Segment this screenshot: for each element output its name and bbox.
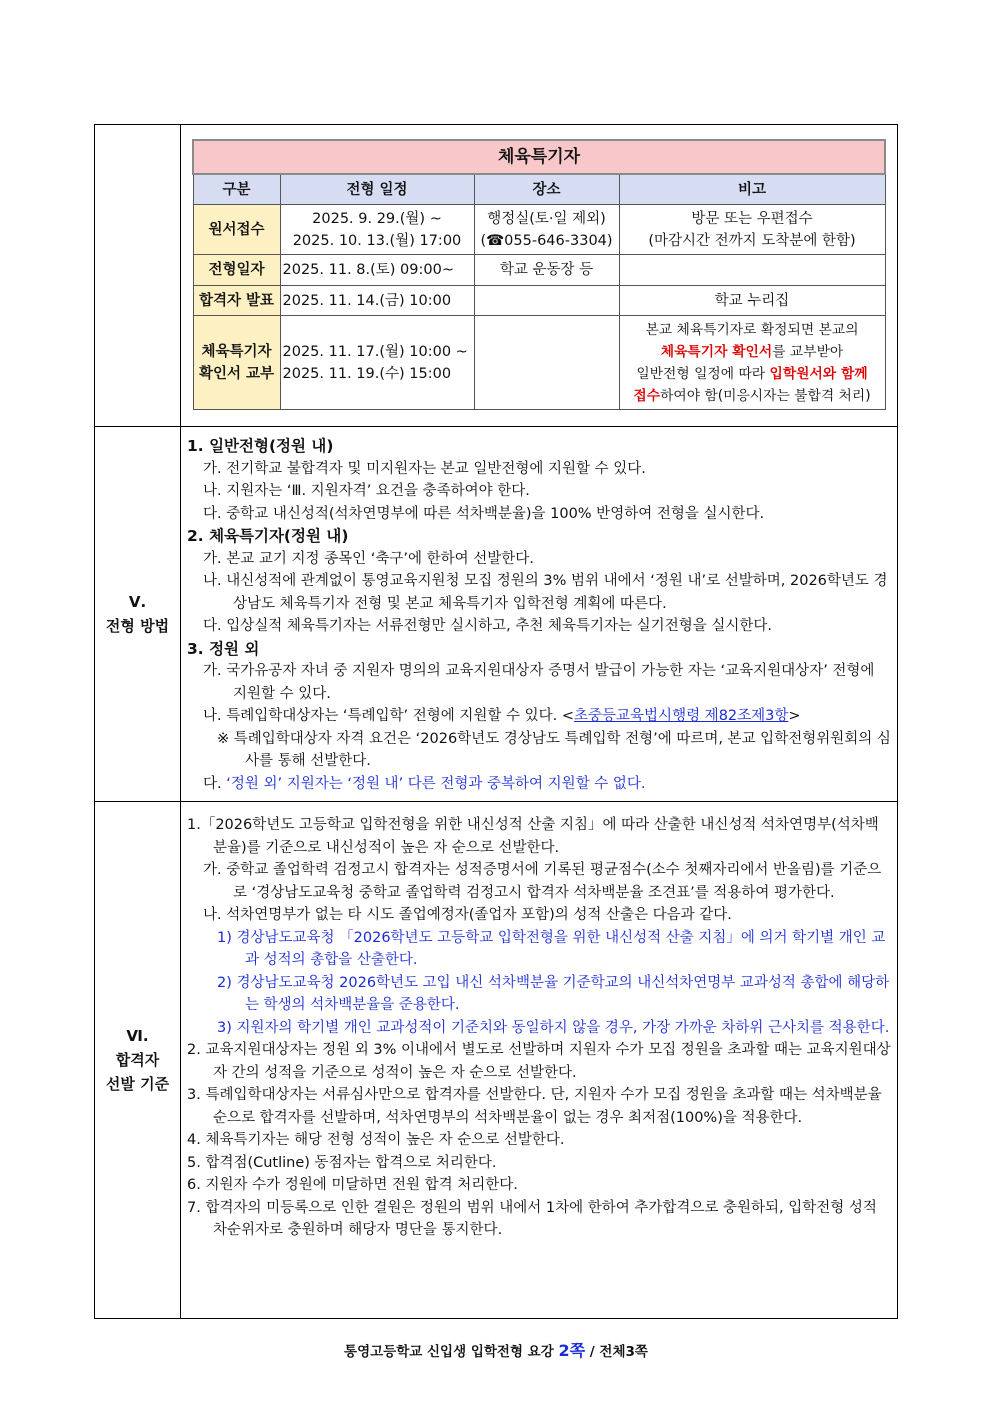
exam-date-schedule: 2025. 11. 8.(토) 09:00~: [280, 255, 474, 286]
criteria-item-6: 6. 지원자 수가 정원에 미달하면 전원 합격 처리한다.: [187, 1177, 518, 1193]
application-together-highlight: 입학원서와 함께: [769, 365, 868, 382]
exam-date-place: 학교 운동장 등: [474, 255, 619, 286]
row-label-announcement: 합격자 발표: [193, 286, 280, 316]
special-admission-note: ※ 특례입학대상자 자격 요건은 ‘2026학년도 경상남도 특례입학 전형’에 따르며, 본교 입학전형위원회의 심사를 통해 선발한다.: [217, 730, 891, 769]
criteria-item-4: 4. 체육특기자는 해당 전형 성적이 높은 자 순으로 선발한다.: [187, 1132, 565, 1148]
blank-label-cell: [95, 125, 181, 427]
sports-schedule-table: [192, 139, 886, 410]
certificate-schedule: 2025. 11. 17.(월) 10:00 ~ 2025. 11. 19.(수) 15:00: [280, 316, 474, 410]
page-number: 2쪽: [558, 1341, 586, 1360]
extra-quota-heading: 3. 정원 외: [187, 639, 260, 658]
section5-label: Ⅴ. 전형 방법: [95, 427, 181, 802]
application-schedule: 2025. 9. 29.(월) ~ 2025. 10. 13.(월) 17:00: [280, 205, 474, 255]
announcement-place: [474, 286, 619, 316]
section6-label: Ⅵ. 합격자 선발 기준: [95, 802, 181, 1319]
section6-content: 1.「2026학년도 고등학교 입학전형을 위한 내신성적 산출 지침」에 따라 산출한 내신성적 석차연명부(석차백분율)를 기준으로 내신성적이 높은 자 순으로 선발한다. 가. 중학교 졸업학력 검정고시 합격자는 성적증명서에 기록된 평균점수(소수 첫째자리에서 반올림)를 기준으로 ‘경상남도교육청 중학교 졸업학력 검정고시 합격자 석차백분율 조견표’를 적용하여 평가한다. 나. 석차연명부가 없는 타 시도 졸업예정자(졸업자 포함)의 성적 산출은 다음과 같다. 1) 경상남도교육청 「2026학년도 고등학교 입학전형을 위한 내신성적 산출 지침」에 의거 학기별 개인 교과 성적의 총합을 산출한다. 2) 경상남도교육청 2026학년도 고입 내신 석차백분율 기준학교의 내신석차연명부 교과성적 총합에 해당하는 학생의 석차백분율을 준용한다. 3) 지원자의 학기별 개인 교과성적이 기준치와 동일하지 않을 경우, 가장 가까운 차하위 근사치를 적용한다. 2. 교육지원대상자는 정원 외 3% 이내에서 별도로 선발하며 지원자 수가 모집 정원을 초과할 때는 교육지원대상자 간의 성적을 기준으로 성적이 높은 자 순으로 선발한다. 3. 특례입학대상자는 서류심사만으로 합격자를 선발한다. 단, 지원자 수가 모집 정원을 초과할 때는 석차백분율 순으로 합격자를 선발하며, 석차연명부의 석차백분율이 없는 경우 최저점(100%)을 적용한다. 4. 체육특기자는 해당 전형 성적이 높은 자 순으로 선발한다. 5. 합격점(Cutline) 동점자는 합격으로 처리한다. 6. 지원자 수가 정원에 미달하면 전원 합격 처리한다. 7. 합격자의 미등록으로 인한 결원은 정원의 범위 내에서 1차에 한하여 추가합격으로 충원하되, 입학전형 성적 차순위자로 충원하며 해당자 명단을 통지한다.: [181, 802, 898, 1319]
criteria-item-5: 5. 합격점(Cutline) 동점자는 합격으로 처리한다.: [187, 1154, 497, 1171]
criteria-item-1: 1.「2026학년도 고등학교 입학전형을 위한 내신성적 산출 지침」에 따라 산출한 내신성적 석차연명부(석차백분율)를 기준으로 내신성적이 높은 자 순으로 선발한다.: [187, 817, 879, 856]
certificate-highlight: 체육특기자 확인서: [660, 343, 773, 360]
decree-link[interactable]: 초중등교육법시행령 제82조제3항: [574, 708, 789, 724]
criteria-item-3: 3. 특례입학대상자는 서류심사만으로 합격자를 선발한다. 단, 지원자 수가 모집 정원을 초과할 때는 석차백분율 순으로 합격자를 선발하며, 석차연명부의 석차백분율이 없는 경우 최저점(100%)을 적용한다.: [187, 1087, 882, 1126]
header-category: 구분: [193, 174, 280, 205]
header-note: 비고: [619, 174, 885, 205]
general-admission-heading: 1. 일반전형(정원 내): [187, 437, 334, 455]
sports-table-title: 체육특기자: [193, 140, 885, 174]
page-footer: 통영고등학교 신입생 입학전형 요강 2쪽 / 전체3쪽: [344, 1341, 648, 1360]
application-place: 행정실(토·일 제외) (☎055-646-3304): [474, 205, 619, 255]
exam-date-note: [619, 255, 885, 286]
row-label-application: 원서접수: [193, 205, 280, 255]
criteria-item-7: 7. 합격자의 미등록으로 인한 결원은 정원의 범위 내에서 1차에 한하여 추가합격으로 충원하되, 입학전형 성적 차순위자로 충원하며 해당자 명단을 통지한다.: [187, 1199, 877, 1238]
admission-guide-table: [94, 124, 898, 1319]
row-label-certificate: 체육특기자 확인서 교부: [193, 316, 280, 410]
duplicate-application-warning: ‘정원 외’ 지원자는 ‘정원 내’ 다른 전형과 중복하여 지원할 수 없다.: [226, 775, 646, 792]
header-place: 장소: [474, 174, 619, 205]
header-schedule: 전형 일정: [280, 174, 474, 205]
certificate-place: [474, 316, 619, 410]
total-pages: 전체3쪽: [599, 1344, 648, 1360]
sports-admission-heading: 2. 체육특기자(정원 내): [187, 527, 349, 545]
announcement-schedule: 2025. 11. 14.(금) 10:00: [280, 286, 474, 316]
application-note: 방문 또는 우편접수 (마감시간 전까지 도착분에 한함): [619, 205, 885, 255]
sports-schedule-cell: [181, 125, 898, 427]
announcement-note: 학교 누리집: [619, 286, 885, 316]
row-label-exam-date: 전형일자: [193, 255, 280, 286]
certificate-note: 본교 체육특기자로 확정되면 본교의 체육특기자 확인서를 교부받아 일반전형 일정에 따라 입학원서와 함께 접수하여야 함(미응시자는 불합격 처리): [619, 316, 885, 410]
criteria-item-2: 2. 교육지원대상자는 정원 외 3% 이내에서 별도로 선발하며 지원자 수가 모집 정원을 초과할 때는 교육지원대상자 간의 성적을 기준으로 성적이 높은 자 순으로 선발한다.: [187, 1042, 891, 1081]
section5-content: 1. 일반전형(정원 내) 가. 전기학교 불합격자 및 미지원자는 본교 일반전형에 지원할 수 있다. 나. 지원자는 ‘Ⅲ. 지원자격’ 요건을 충족하여야 한다. 다. 중학교 내신성적(석차연명부에 따른 석차백분율)을 100% 반영하여 전형을 실시한다. 2. 체육특기자(정원 내) 가. 본교 교기 지정 종목인 ‘축구’에 한하여 선발한다. 나. 내신성적에 관계없이 통영교육지원청 모집 정원의 3% 범위 내에서 ‘정원 내’로 선발하며, 2026학년도 경상남도 체육특기자 전형 및 본교 체육특기자 입학전형 계획에 따른다. 다. 입상실적 체육특기자는 서류전형만 실시하고, 추천 체육특기자는 실기전형을 실시한다. 3. 정원 외 가. 국가유공자 자녀 중 지원자 명의의 교육지원대상자 증명서 발급이 가능한 자는 ‘교육지원대상자’ 전형에 지원할 수 있다. 나. 특례입학대상자는 ‘특례입학’ 전형에 지원할 수 있다. <초중등교육법시행령 제82조제3항> ※ 특례입학대상자 자격 요건은 ‘2026학년도 경상남도 특례입학 전형’에 따르며, 본교 입학전형위원회의 심사를 통해 선발한다. 다. ‘정원 외’ 지원자는 ‘정원 내’ 다른 전형과 중복하여 지원할 수 없다.: [181, 427, 898, 802]
